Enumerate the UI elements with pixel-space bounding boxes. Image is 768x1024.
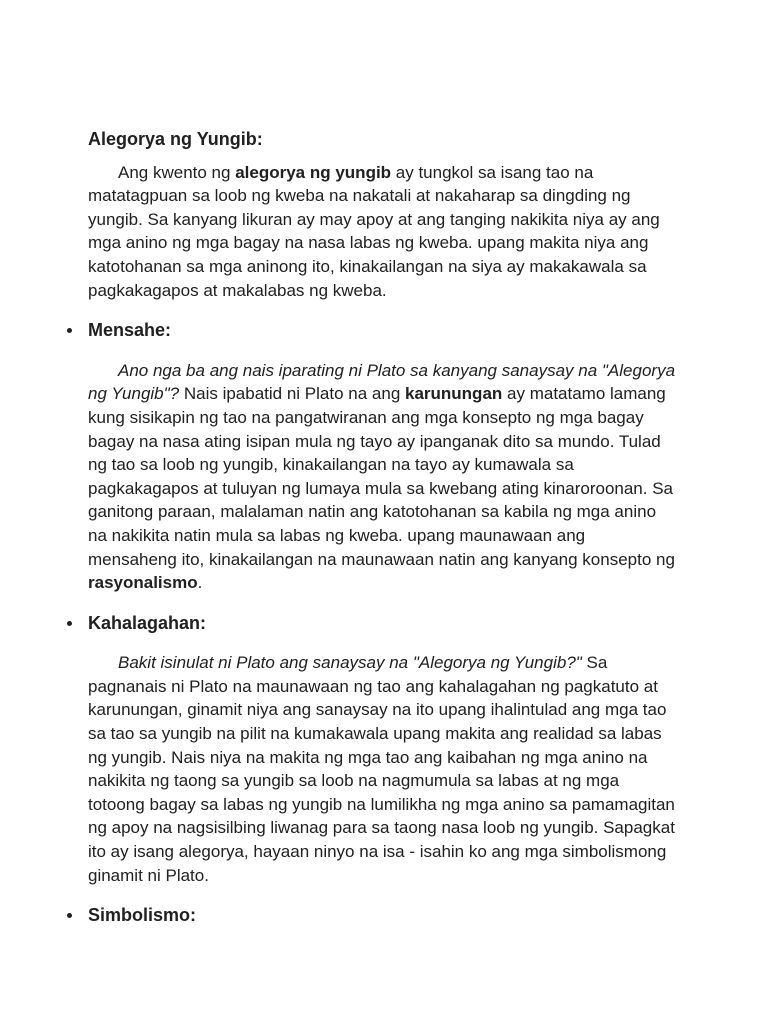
- text-run: ng Yungib"?: [88, 384, 184, 404]
- text-line: [88, 255, 704, 279]
- text-line: [88, 279, 704, 303]
- text-run: ng yungib. Nais niya na makita ng mga tao ang kaibahan ng mga anino na: [88, 747, 648, 767]
- kahalagahan-paragraph: [88, 651, 704, 887]
- document-body: [88, 128, 704, 944]
- heading-kahalagahan: [88, 612, 704, 636]
- text-run: totoong bagay sa labas ng yungib na lumilikha ng mga anino sa pamamagitan: [88, 794, 675, 814]
- heading-simbolismo: [88, 904, 704, 928]
- text-run: ay matatamo lamang: [502, 384, 666, 404]
- document-blocks: [88, 161, 704, 928]
- text-run: ng apoy na nagsisilbing liwanag para sa taong nasa loob ng yungib. Sapagkat: [88, 818, 675, 838]
- text-line: [88, 840, 704, 864]
- text-line: [88, 722, 704, 746]
- text-line: [88, 864, 704, 888]
- text-run: Bakit isinulat ni Plato ang sanaysay na "Alegorya ng Yungib?": [118, 653, 587, 673]
- mensahe-paragraph: [88, 359, 704, 595]
- intro-paragraph: [88, 161, 704, 303]
- text-line: [88, 359, 704, 383]
- text-run: ito ay isang alegorya, hayaan ninyo na isa - isahin ko ang mga simbolismong: [88, 842, 667, 862]
- text-line: [88, 524, 704, 548]
- text-line: [88, 184, 704, 208]
- text-line: [88, 675, 704, 699]
- text-run: .: [197, 573, 203, 593]
- bullet-icon: [67, 621, 72, 626]
- text-line: [88, 406, 704, 430]
- text-run: matatagpuan sa loob ng kweba na nakatali at nakaharap sa dingding ng: [88, 186, 631, 206]
- text-run: pagnanais ni Plato na maunawaan ng tao ang kahalagahan ng pagkatuto at: [88, 676, 658, 696]
- text-run: ay tungkol sa isang tao na: [391, 162, 594, 182]
- text-run: mensaheng ito, kinakailangan na maunawaan natin ang kanyang konsepto ng: [88, 549, 675, 569]
- text-run: Sa: [586, 653, 608, 673]
- text-line: [88, 500, 704, 524]
- text-line: [88, 548, 704, 572]
- text-line: [88, 698, 704, 722]
- text-line: [88, 430, 704, 454]
- text-run: rasyonalismo: [88, 573, 198, 593]
- text-run: kung sisikapin ng tao na pangatwiranan ang mga konsepto ng mga bagay: [88, 407, 644, 427]
- text-line: [88, 651, 704, 675]
- text-run: katotohanan sa mga aninong ito, kinakailangan na siya ay makakawala sa: [88, 256, 647, 276]
- text-line: [88, 208, 704, 232]
- text-line: [88, 571, 704, 595]
- heading-label: Simbolismo:: [88, 905, 197, 926]
- document-title: Alegorya ng Yungib:: [88, 129, 263, 149]
- text-run: sa tao sa yungib na pilit na kumakawala upang makita ang realidad sa labas: [88, 724, 662, 744]
- text-run: ginamit ni Plato.: [88, 865, 209, 885]
- text-line: [88, 161, 704, 185]
- text-run: pagkakagapos at makalabas ng kweba.: [88, 280, 387, 300]
- text-line: [88, 793, 704, 817]
- text-run: ng tao sa loob ng yungib, kinakailangan na tayo ay kumawala sa: [88, 455, 574, 475]
- heading-mensahe: [88, 319, 704, 343]
- text-run: bagay na nasa ating isipan mula ng tayo ay ipanganak dito sa mundo. Tulad: [88, 431, 661, 451]
- text-line: [88, 453, 704, 477]
- bullet-icon: [67, 913, 72, 918]
- text-run: Ano nga ba ang nais iparating ni Plato sa kanyang sanaysay na "Alegorya: [118, 360, 676, 380]
- text-run: alegorya ng yungib: [235, 162, 392, 182]
- bullet-icon: [67, 328, 72, 333]
- text-run: Ang kwento ng: [118, 162, 236, 182]
- text-run: nakikita ng taong sa yungib sa loob na nagmumula sa labas at ng mga: [88, 771, 620, 791]
- text-line: [88, 769, 704, 793]
- text-line: [88, 477, 704, 501]
- text-run: mga anino ng mga bagay na nasa labas ng kweba. upang makita niya ang: [88, 233, 649, 253]
- text-run: pagkakagapos at tuluyan ng lumaya mula sa kwebang ating kinaroroonan. Sa: [88, 478, 673, 498]
- text-line: [88, 746, 704, 770]
- text-line: [88, 816, 704, 840]
- text-run: yungib. Sa kanyang likuran ay may apoy at ang tanging nakikita niya ay ang: [88, 209, 660, 229]
- text-run: ganitong paraan, malalaman natin ang katotohanan sa kabila ng mga anino: [88, 502, 657, 522]
- text-run: na nakikita natin mula sa labas ng kweba. upang maunawaan ang: [88, 525, 586, 545]
- heading-label: Kahalagahan:: [88, 612, 207, 633]
- text-run: Nais ipabatid ni Plato na ang: [183, 384, 405, 404]
- text-line: [88, 231, 704, 255]
- heading-label: Mensahe:: [88, 320, 172, 341]
- text-run: karunungan, ginamit niya ang sanaysay na ito upang ihalintulad ang mga tao: [88, 700, 667, 720]
- text-run: karunungan: [405, 384, 503, 404]
- text-line: [88, 382, 704, 406]
